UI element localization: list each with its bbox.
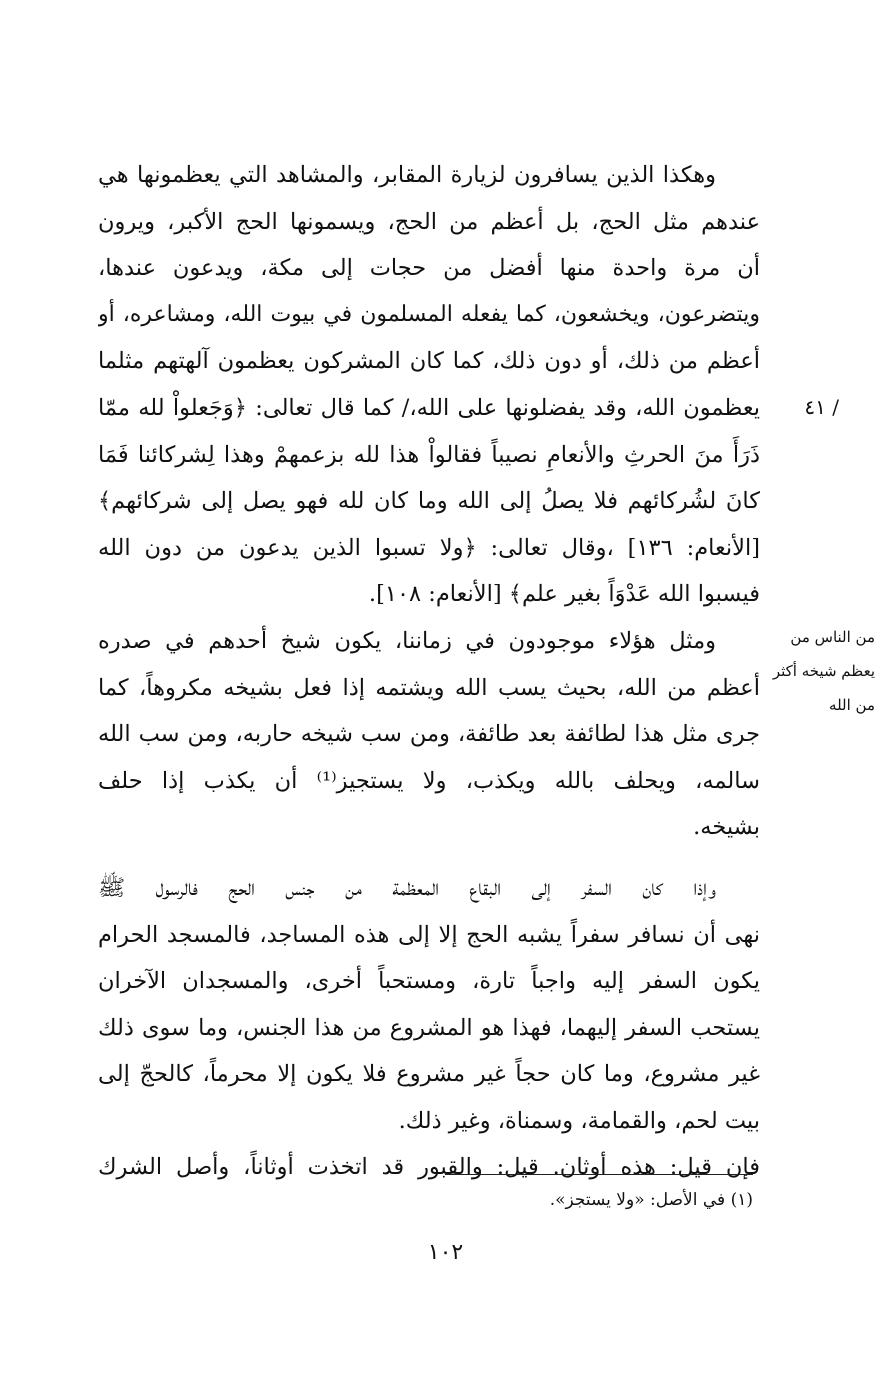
text-line: أعظم من ذلك، أو دون ذلك، كما كان المشركون يعظمون آلهتهم مثلما <box>98 348 760 375</box>
text-line: غير مشروع، وما كان حجاً غير مشروع فلا يكون إلا محرماً، كالحجّ إلى <box>98 1061 760 1088</box>
footnote: (١) في الأصل: «ولا يستجز». <box>549 1190 753 1210</box>
text-line: ومثل هؤلاء موجودون في زماننا، يكون شيخ أحدهم في صدره <box>98 627 716 654</box>
text-line: بيت لحم، والقمامة، وسمناة، وغير ذلك. <box>398 1107 760 1134</box>
side-note-line: يعظم شيخه أكثر <box>772 662 875 680</box>
text-line: يكون السفر إليه واجباً تارة، ومستحباً أخرى، والمسجدان الآخران <box>98 968 760 995</box>
text-line: فإن قيل: هذه أوثان. قيل: والقبور قد اتخذت أوثاناً، وأصل الشرك <box>98 1154 760 1181</box>
text-line: سالمه، ويحلف بالله ويكذب، ولا يستجيز⁽¹⁾ أن يكذب إذا حلف <box>98 767 760 794</box>
text-line: كانَ لشُركائهم فلا يصلُ إلى الله وما كان لله فهو يصل إلى شركائهم﴾ <box>98 488 760 515</box>
text-line: بشيخه. <box>693 814 760 841</box>
text-line: فيسبوا الله عَدْوَاً بغير علم﴾ [الأنعام: ١٠٨]. <box>368 581 760 608</box>
text-line: أعظم من الله، بحيث يسب الله ويشتمه إذا فعل بشيخه مكروهاً، كما <box>98 674 760 701</box>
text-line: أن مرة واحدة منها أفضل من حجات إلى مكة، ويدعون عندها، <box>98 255 760 282</box>
text-line: ذَرَأَ منَ الحرثِ والأنعامِ نصيباً فقالواْ هذا لله بزعمهمْ وهذا لِشركائنا فَمَا <box>98 441 760 468</box>
text-line: [الأنعام: ١٣٦] ،وقال تعالى: ﴿ولا تسبوا الذين يدعون من دون الله <box>98 534 760 561</box>
text-line: يعظمون الله، وقد يفضلونها على الله،/ كما قال تعالى: ﴿وَجَعلواْ لله ممّا <box>98 394 760 421</box>
page-number: ١٠٢ <box>427 1240 464 1265</box>
text-line: عندهم مثل الحج، بل أعظم من الحج، ويسمونها الحج الأكبر، ويرون <box>98 208 760 235</box>
main-text <box>98 152 760 1191</box>
text-line: وإذا كان السفر إلى البقاع المعظمة من جنس الحج فالرسول ﷺ <box>98 874 716 901</box>
text-line: وهكذا الذين يسافرون لزيارة المقابر، والمشاهد التي يعظمونها هي <box>98 162 716 188</box>
text-line: جرى مثل هذا لطائفة بعد طائفة، ومن سب شيخه حاربه، ومن سب الله <box>98 721 760 748</box>
footnote-divider <box>445 1174 753 1175</box>
text-line: يستحب السفر إليهما، فهذا هو المشروع من هذا الجنس، وما سوى ذلك <box>98 1014 760 1041</box>
text-line: نهى أن نسافر سفراً يشبه الحج إلا إلى هذه المساجد، فالمسجد الحرام <box>98 921 760 948</box>
text-line: ويتضرعون، ويخشعون، كما يفعله المسلمون في بيوت الله، ومشاعره، أو <box>98 301 760 327</box>
side-note-line: من الناس من <box>790 628 875 646</box>
manuscript-page-marker: / ٤١ <box>804 395 839 419</box>
margin-side-note <box>755 620 875 722</box>
side-note-line: من الله <box>829 696 875 714</box>
